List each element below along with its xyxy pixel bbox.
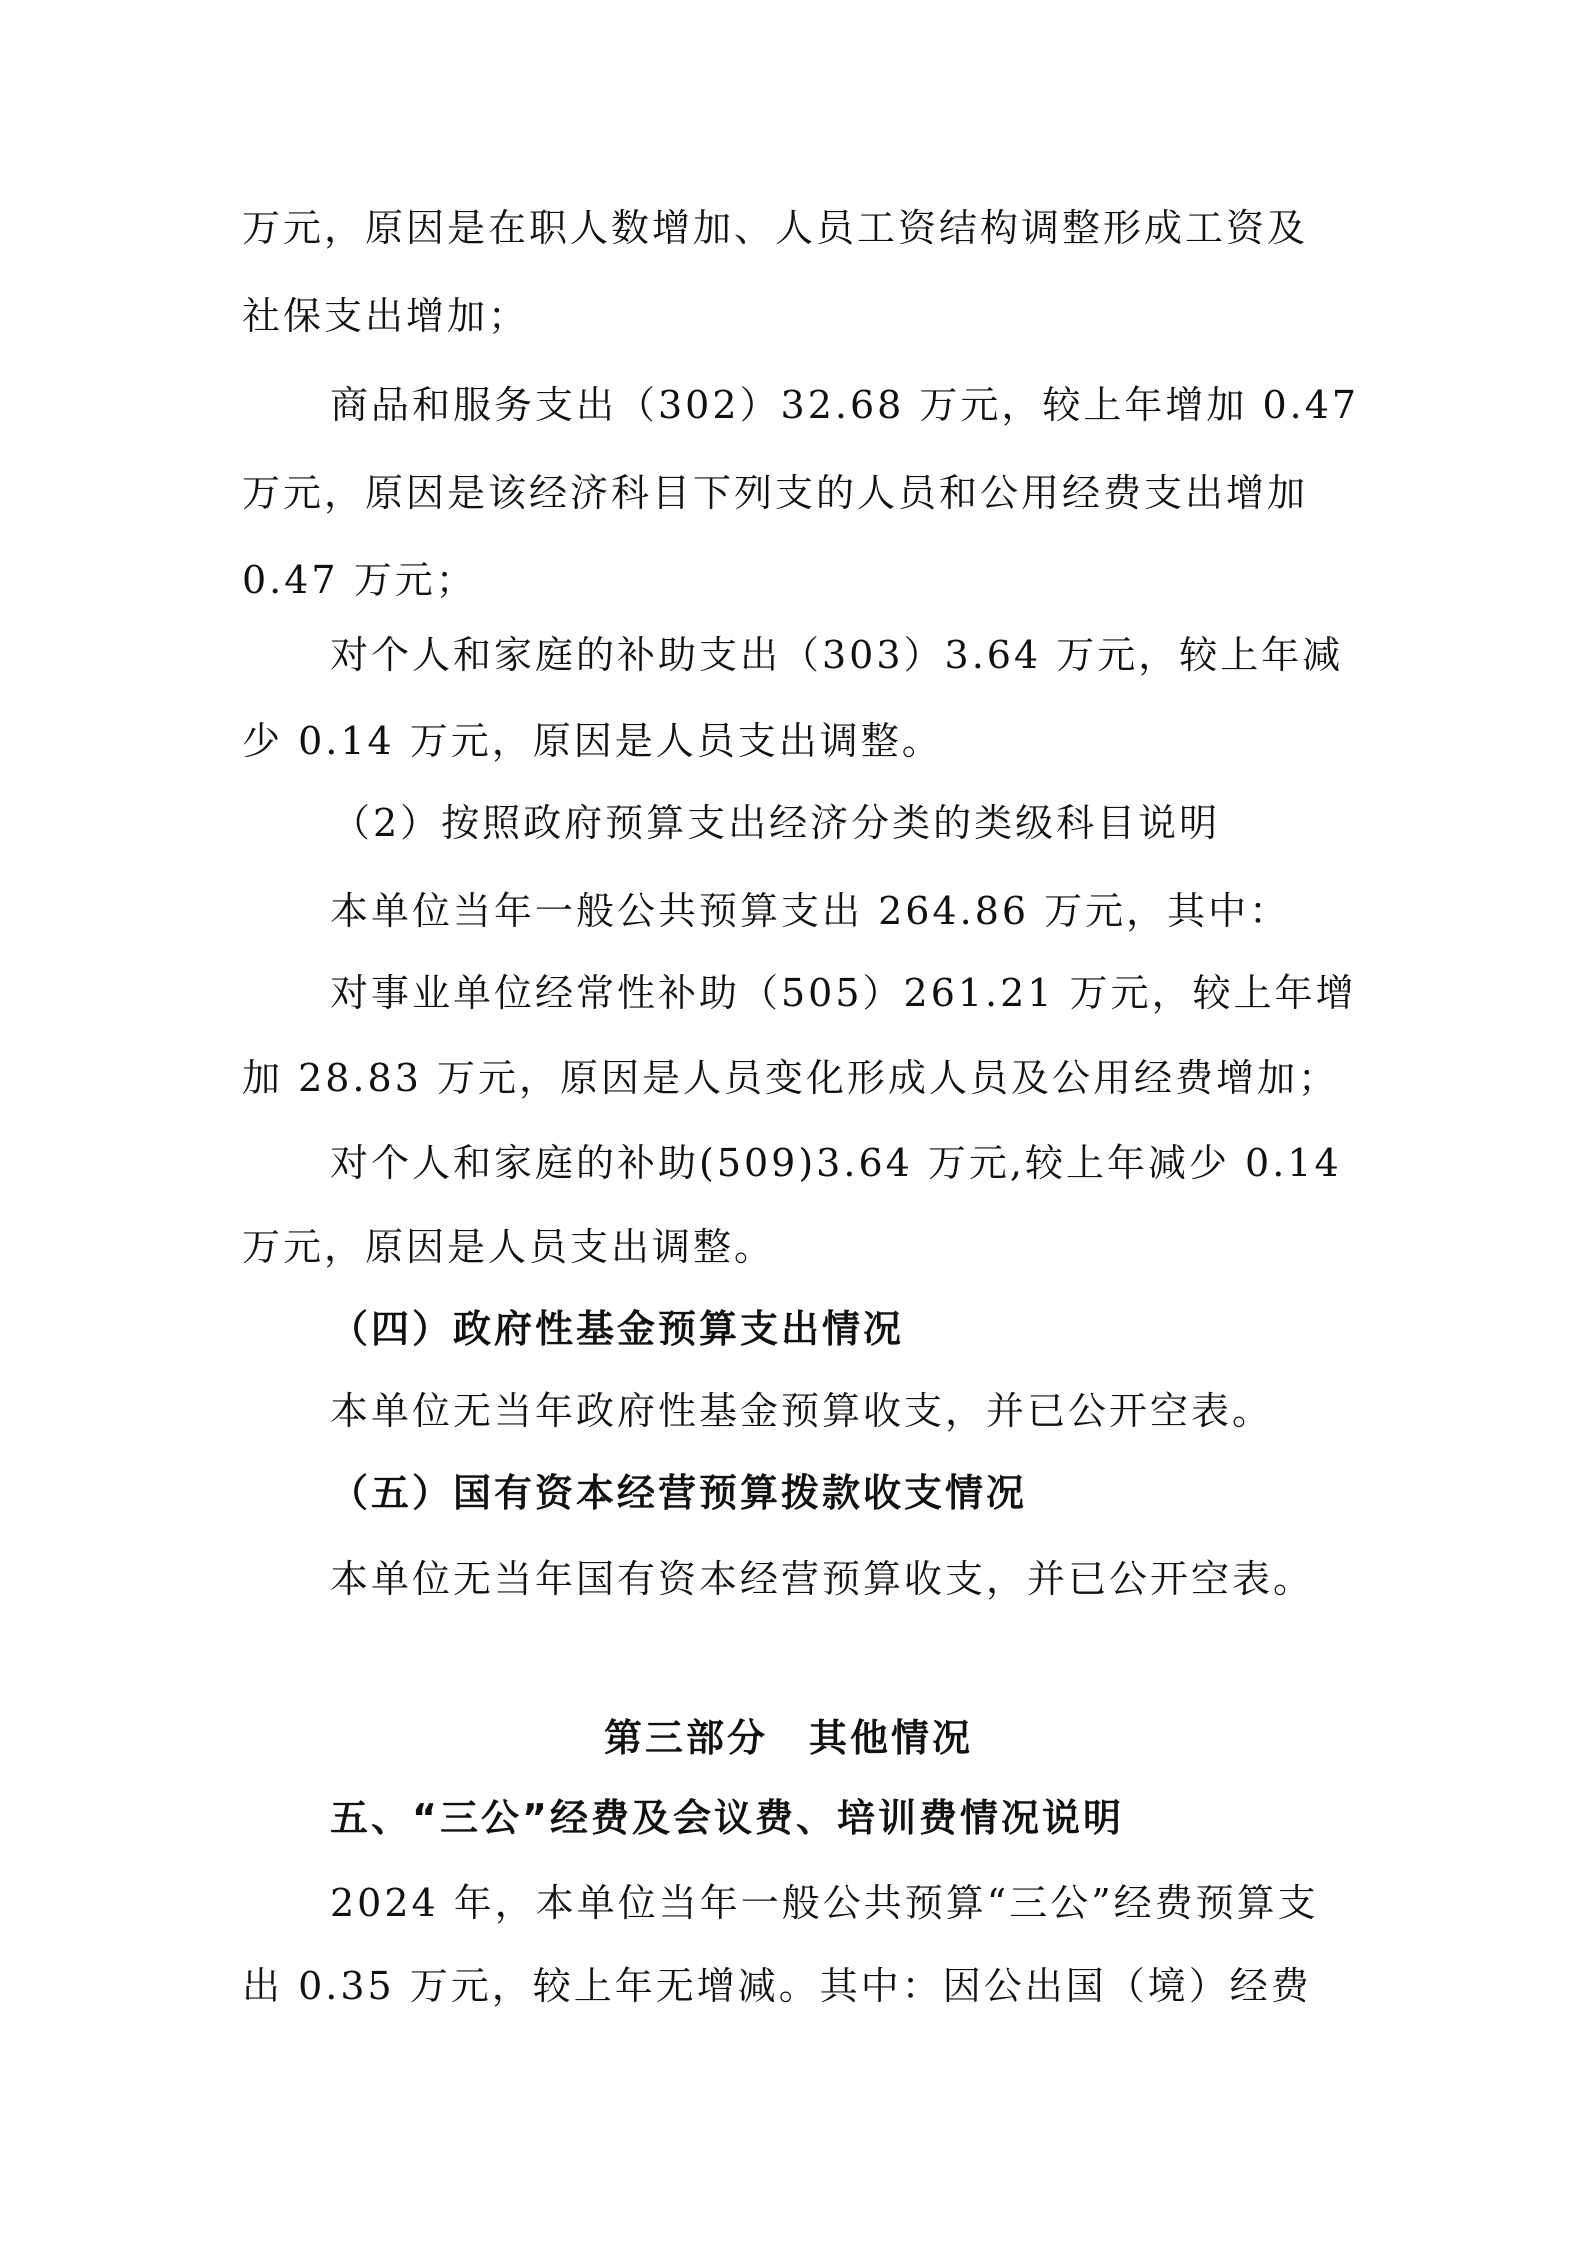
paragraph-line: 对个人和家庭的补助支出（303）3.64 万元，较上年减 [330, 633, 1344, 677]
subsection-line: （2）按照政府预算支出经济分类的类级科目说明 [332, 801, 1221, 845]
paragraph-line: 出 0.35 万元，较上年无增减。其中：因公出国（境）经费 [242, 1964, 1312, 2008]
section-heading-four: （四）政府性基金预算支出情况 [330, 1307, 905, 1351]
paragraph-line: 万元，原因是在职人数增加、人员工资结构调整形成工资及 [242, 206, 1309, 250]
section-heading-five-sangong: 五、“三公”经费及会议费、培训费情况说明 [330, 1796, 1124, 1840]
paragraph-line: 对事业单位经常性补助（505）261.21 万元，较上年增 [330, 971, 1357, 1015]
paragraph-line: 2024 年，本单位当年一般公共预算“三公”经费预算支 [330, 1881, 1319, 1925]
paragraph-line: 万元，原因是该经济科目下列支的人员和公用经费支出增加 [242, 471, 1309, 515]
paragraph-line: 本单位无当年国有资本经营预算收支，并已公开空表。 [330, 1557, 1315, 1601]
paragraph-line: 商品和服务支出（302）32.68 万元，较上年增加 0.47 [330, 383, 1360, 427]
paragraph-line: 对个人和家庭的补助(509)3.64 万元,较上年减少 0.14 [330, 1141, 1342, 1185]
paragraph-line: 本单位无当年政府性基金预算收支，并已公开空表。 [330, 1389, 1274, 1433]
paragraph-line: 本单位当年一般公共预算支出 264.86 万元，其中： [330, 889, 1291, 933]
paragraph-line: 万元，原因是人员支出调整。 [242, 1225, 776, 1269]
part-title: 第三部分 其他情况 [604, 1716, 974, 1760]
paragraph-line: 社保支出增加； [242, 294, 530, 338]
section-heading-five: （五）国有资本经营预算拨款收支情况 [330, 1471, 1028, 1515]
paragraph-line: 加 28.83 万元，原因是人员变化形成人员及公用经费增加； [242, 1056, 1339, 1100]
paragraph-line: 少 0.14 万元，原因是人员支出调整。 [242, 719, 943, 763]
paragraph-line: 0.47 万元； [242, 558, 477, 602]
